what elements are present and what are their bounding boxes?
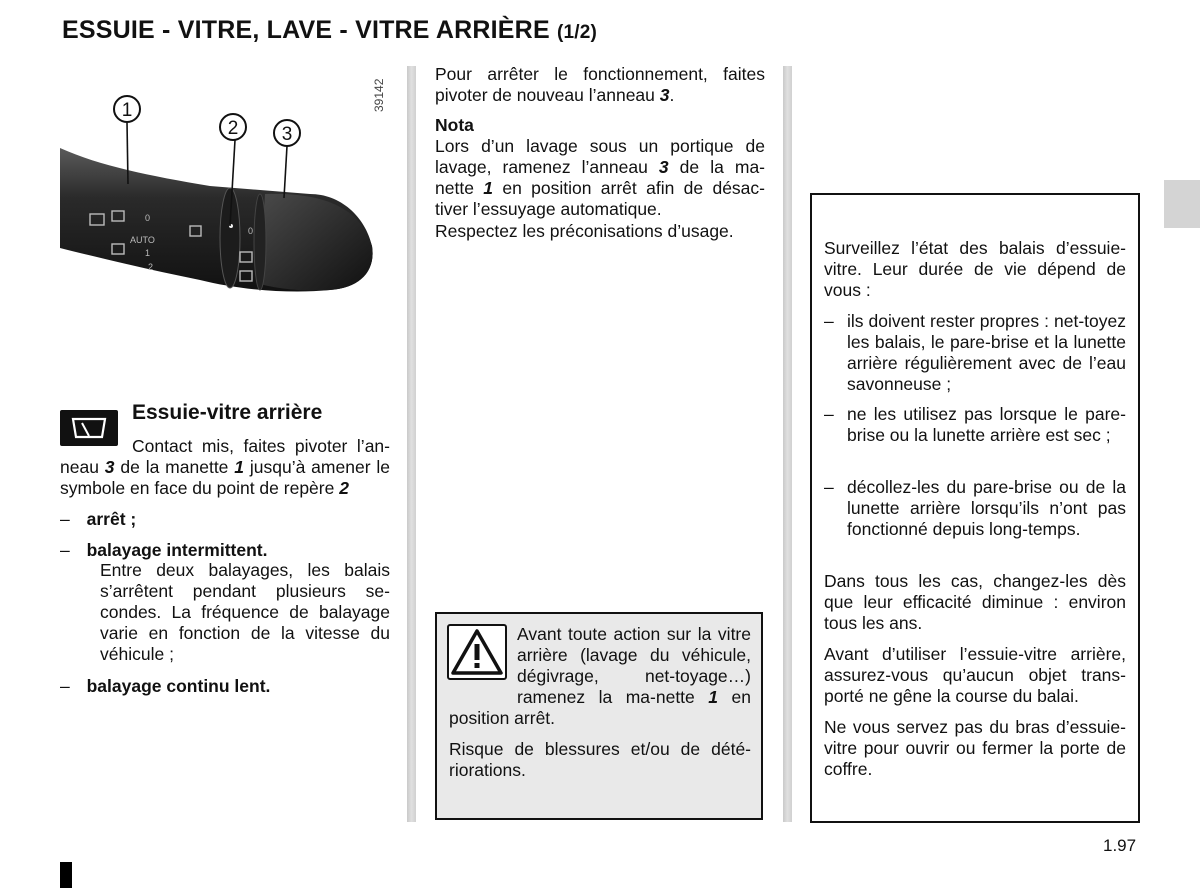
- list-item: – balayage continu lent.: [60, 676, 271, 696]
- warning-risk-text: Risque de blessures et/ou de dété-riorations.: [449, 739, 751, 780]
- stalk-label-0b: 0: [248, 226, 254, 236]
- callout-3: [274, 120, 300, 146]
- tip-list-item-text: ne les utilisez pas lorsque le pare-brise ou la lunette arrière est sec ;: [847, 404, 1126, 445]
- stalk-label-1: 1: [145, 248, 151, 258]
- stalk-label-0a: 0: [145, 213, 151, 223]
- svg-text:2: 2: [227, 118, 239, 139]
- wiper-stalk-illustration: [60, 66, 390, 382]
- page-title: [62, 16, 597, 45]
- nota-text: Lors d’un lavage sous un portique de lavage, ramenez l’anneau 3 de la ma-nette 1 en position arrêt afin de désac-tiver l’essuyage automatique.: [435, 136, 766, 219]
- svg-text:3: 3: [281, 124, 293, 145]
- tip-list-item: –: [824, 311, 834, 331]
- tip-check-text: Avant d’utiliser l’essuie-vitre arrière, assurez-vous qu’aucun objet trans-porté ne gêne la course du balai.: [824, 644, 1126, 706]
- tip-list-item-text: décollez-les du pare-brise ou de la lunette arrière lorsqu’ils n’ont pas fonctionné depuis long-temps.: [847, 477, 1126, 539]
- list-item-description: Entre deux balayages, les balais s’arrêtent pendant plusieurs se-condes. La fréquence de balayage varie en fonction de la vitesse du véhicule ;: [100, 560, 390, 664]
- tip-list-item: –: [824, 404, 834, 424]
- title-suffix: (1/2): [556, 22, 598, 43]
- title-main: ESSUIE - VITRE, LAVE - VITRE ARRIÈRE: [62, 16, 550, 44]
- list-item: – balayage intermittent.: [60, 540, 268, 560]
- rear-wiper-intro: Contact mis, faites pivoter l’an- neau 3 de la manette 1 jusqu’à amener le symbole en face du point de repère 2: [60, 436, 390, 498]
- tip-list-item: –: [824, 477, 834, 497]
- stalk-label-auto: AUTO: [130, 235, 155, 245]
- callout-1: [114, 96, 140, 122]
- svg-text:1: 1: [121, 100, 133, 121]
- wiper-stalk-figure: [60, 66, 390, 382]
- page-number: 1.97: [1103, 836, 1137, 855]
- tip-list-item-text: ils doivent rester propres : net-toyez les balais, le pare-brise et la lunette arrière régulièrement avec de l’eau savonneuse ;: [847, 311, 1126, 394]
- section-heading: Essuie-vitre arrière: [132, 401, 323, 424]
- warning-text: Avant toute action sur la vitre arrière (lavage du véhicule, dégivrage, net-toyage…) ramenez la ma-nette 1 en position arrêt.: [449, 624, 752, 728]
- stop-instruction: Pour arrêter le fonctionnement, faites pivoter de nouveau l’anneau 3.: [435, 64, 765, 105]
- chapter-tab: [1164, 180, 1200, 228]
- callout-2: [220, 114, 246, 140]
- column-divider-right: [783, 66, 792, 822]
- tip-arm-text: Ne vous servez pas du bras d’essuie-vitre pour ouvrir ou fermer la porte de coffre.: [824, 717, 1126, 779]
- column-divider-left: [407, 66, 416, 822]
- page-marker: [60, 862, 72, 888]
- nota-label: Nota: [435, 115, 474, 135]
- stalk-label-2: 2: [148, 262, 154, 272]
- tip-intro: Surveillez l’état des balais d’essuie-vitre. Leur durée de vie dépend de vous :: [824, 238, 1126, 300]
- list-item: – arrêt ;: [60, 509, 137, 529]
- tip-replace-text: Dans tous les cas, changez-les dès que leur efficacité diminue : environ tous les ans.: [824, 571, 1126, 633]
- respect-text: Respectez les préconisations d’usage.: [435, 221, 734, 241]
- figure-number: 39142: [372, 78, 386, 112]
